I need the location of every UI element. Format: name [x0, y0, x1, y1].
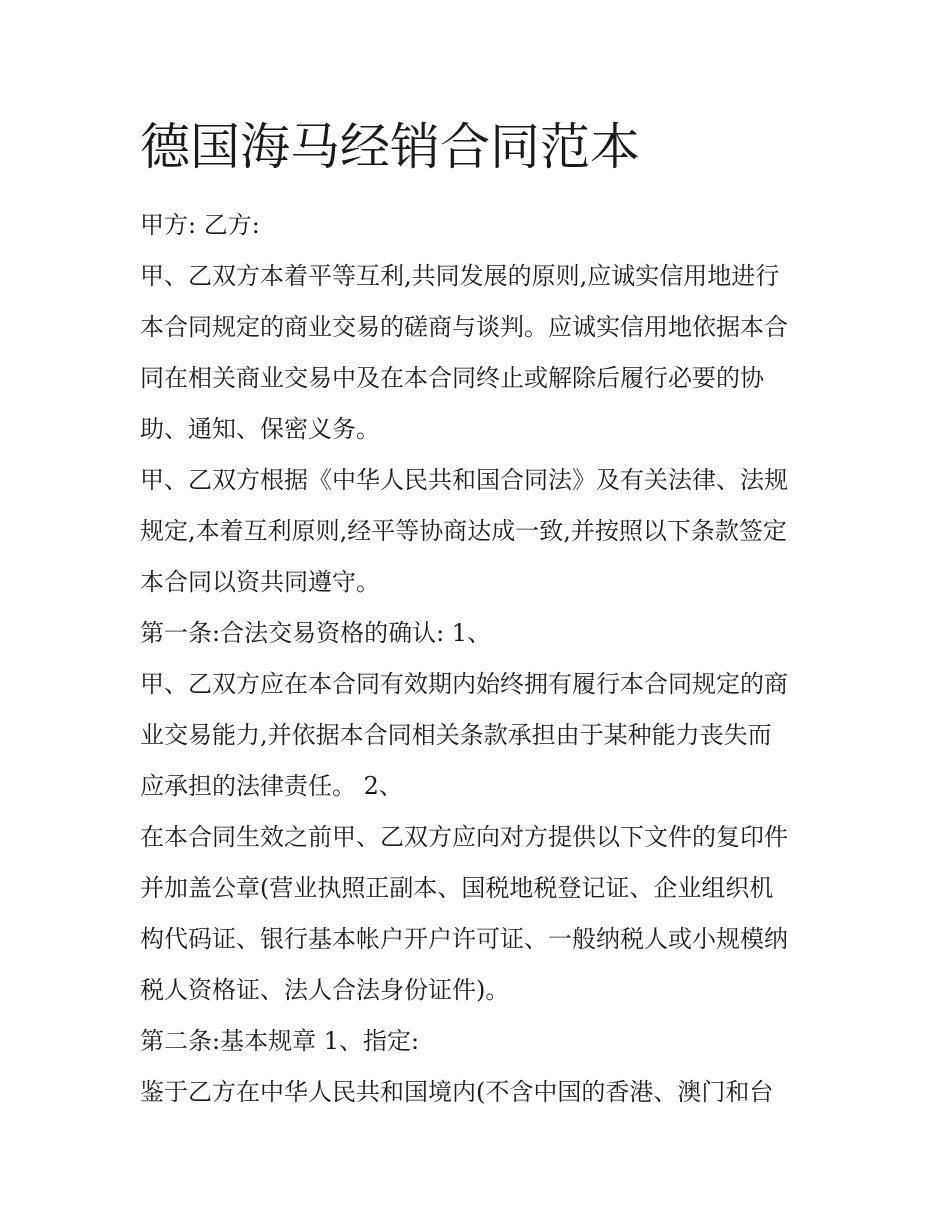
text-line: 本合同以资共同遵守。	[140, 568, 380, 596]
text-line: 业交易能力,并依据本合同相关条款承担由于某种能力丧失而	[140, 721, 772, 749]
text-line: 甲、乙双方应在本合同有效期内始终拥有履行本合同规定的商	[140, 670, 788, 698]
document-title: 德国海马经销合同范本	[140, 118, 640, 176]
text-line: 甲、乙双方本着平等互利,共同发展的原则,应诚实信用地进行	[140, 262, 780, 290]
text-line: 规定,本着互利原则,经平等协商达成一致,并按照以下条款签定	[140, 517, 787, 545]
text-line: 助、通知、保密义务。	[140, 415, 380, 443]
text-line: 应承担的法律责任。 2、	[140, 772, 403, 800]
document-body	[140, 200, 820, 1118]
article-heading-1: 第一条:合法交易资格的确认: 1、	[140, 619, 492, 647]
text-line: 税人资格证、法人合法身份证件)。	[140, 976, 510, 1004]
text-line: 在本合同生效之前甲、乙双方应向对方提供以下文件的复印件	[140, 823, 788, 851]
text-line: 并加盖公章(营业执照正副本、国税地税登记证、企业组织机	[140, 874, 774, 902]
text-line: 鉴于乙方在中华人民共和国境内(不含中国的香港、澳门和台	[140, 1078, 774, 1106]
article-heading-2: 第二条:基本规章 1、指定:	[140, 1027, 420, 1055]
text-line: 构代码证、银行基本帐户开户许可证、一般纳税人或小规模纳	[140, 925, 788, 953]
text-line: 同在相关商业交易中及在本合同终止或解除后履行必要的协	[140, 364, 764, 392]
text-line: 甲、乙双方根据《中华人民共和国合同法》及有关法律、法规	[140, 466, 788, 494]
text-line-parties: 甲方: 乙方:	[140, 211, 260, 239]
text-line: 本合同规定的商业交易的磋商与谈判。应诚实信用地依据本合	[140, 313, 788, 341]
